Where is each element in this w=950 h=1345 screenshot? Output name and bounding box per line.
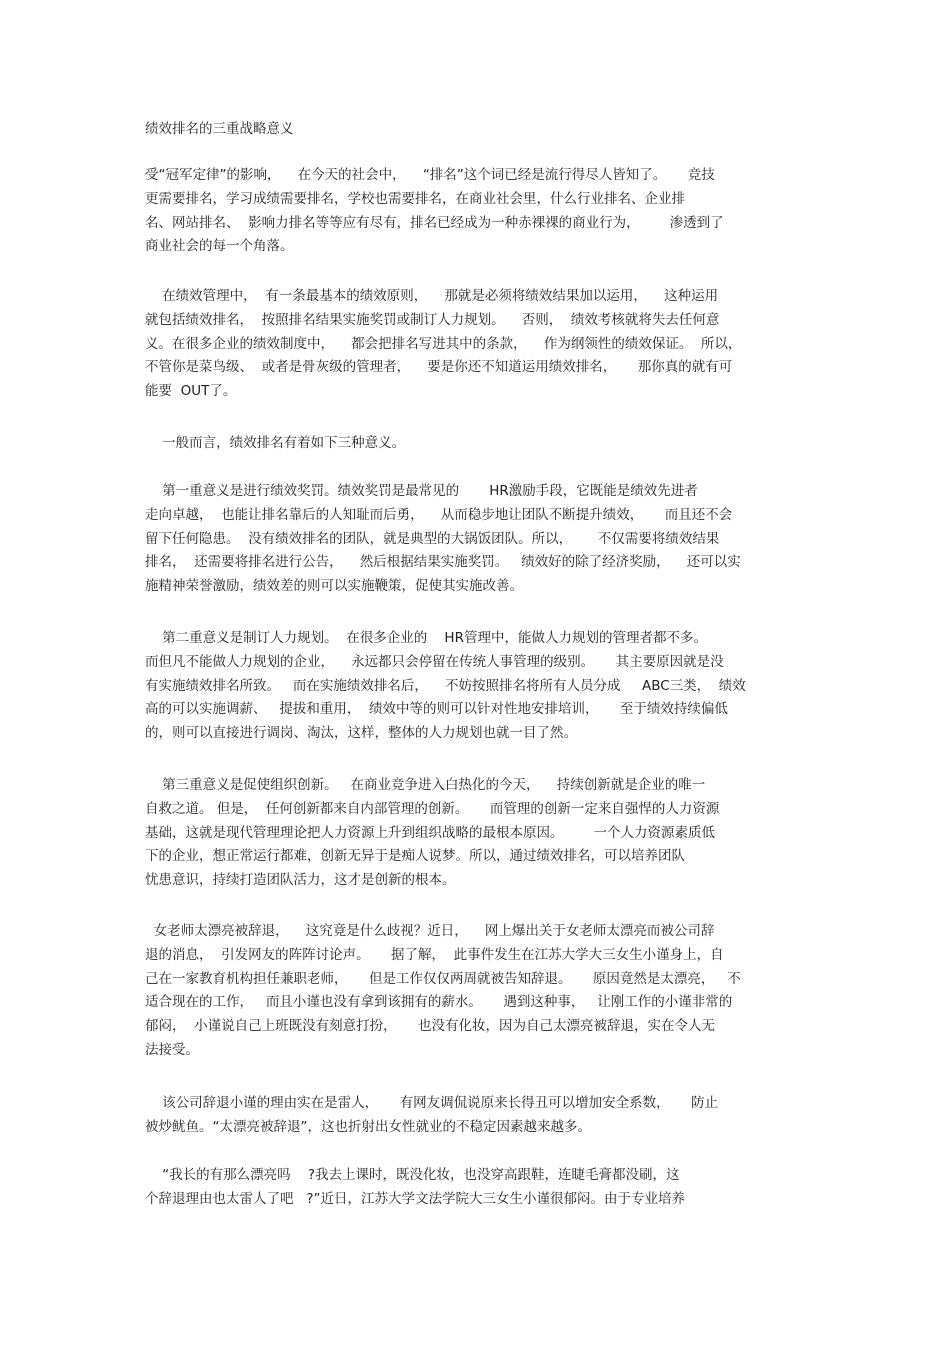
paragraph-line: 个辞退理由也太雷人了吧 ?”近日，江苏大学文法学院大三女生小谨很郁闷。由于专业培养 [145,1190,686,1207]
paragraph-line: 就包括绩效排名， 按照排名结果实施奖罚或制订人力规划。 否则， 绩效考核就将失去任何意 [145,311,720,328]
paragraph [145,164,815,259]
paragraph-line: 有实施绩效排名所致。 而在实施绩效排名后， 不妨按照排名将所有人员分成 ABC三类， 绩效 [145,677,746,694]
paragraph-line: 走向卓越， 也能让排名靠后的人知耻而后勇， 从而稳步地让团队不断提升绩效， 而且还不会 [145,506,733,523]
paragraph-line: 己在一家教育机构担任兼职老师， 但是工作仅仅两周就被告知辞退。 原因竟然是太漂亮， 不 [145,970,741,987]
paragraph-line: 义。在很多企业的绩效制度中， 都会把排名写进其中的条款， 作为纲领性的绩效保证。 所以， [145,335,742,352]
paragraph-line: 第二重意义是制订人力规划。 在很多企业的 HR管理中，能做人力规划的管理者都不多。 [145,630,707,646]
paragraph-line: 下的企业，想正常运行都难，创新无异于是痴人说梦。所以，通过绩效排名，可以培养团队 [145,848,685,865]
paragraph-line: 更需要排名，学习成绩需要排名，学校也需要排名，在商业社会里，什么行业排名、企业排 [145,190,685,207]
paragraph [145,774,815,893]
paragraph-line: 商业社会的每一个角落。 [145,238,294,255]
paragraph-line: 不管你是菜鸟级、 或者是骨灰级的管理者， 要是你还不知道运用绩效排名， 那你真的就有可 [145,359,733,376]
paragraph-line: 郁闷， 小谨说自己上班既没有刻意打扮， 也没有化妆，因为自己太漂亮被辞退，实在令人无 [145,1018,716,1035]
paragraph-line: 留下任何隐患。 没有绩效排名的团队，就是典型的大锅饭团队。所以， 不仅需要将绩效结果 [145,530,720,547]
paragraph-line: 法接受。 [145,1041,199,1058]
paragraph [145,920,815,1063]
paragraph [145,285,815,404]
document-title: 绩效排名的三重战略意义 [145,121,294,137]
paragraph-line: 而但凡不能做人力规划的企业， 永远都只会停留在传统人事管理的级别。 其主要原因就是没 [145,653,724,670]
paragraph-line: 第三重意义是促使组织创新。 在商业竞争进入白热化的今天， 持续创新就是企业的唯一 [145,777,706,793]
paragraph-line: 该公司辞退小谨的理由实在是雷人， 有网友调侃说原来长得丑可以增加安全系数， 防止 [145,1095,719,1111]
paragraph-line: 被炒鱿鱼。“太漂亮被辞退”，这也折射出女性就业的不稳定因素越来越多。 [145,1118,591,1135]
paragraph-line: 适合现在的工作， 而且小谨也没有拿到该拥有的薪水。 遇到这种事， 让刚工作的小谨非常的 [145,994,733,1011]
paragraph-line: 的，则可以直接进行调岗、淘汰，这样，整体的人力规划也就一目了然。 [145,725,577,742]
paragraph-line: 一般而言，绩效排名有着如下三种意义。 [145,435,406,451]
paragraph-line: “我长的有那么漂亮吗 ?我去上课时，既没化妆，也没穿高跟鞋，连睫毛膏都没刷，这 [145,1167,680,1183]
paragraph-line: 在绩效管理中， 有一条最基本的绩效原则， 那就是必须将绩效结果加以运用， 这种运用 [145,288,719,304]
paragraph [145,480,815,599]
paragraph [145,1164,815,1212]
paragraph-line: 名、网站排名、 影响力排名等等应有尽有，排名已经成为一种赤裸裸的商业行为， 渗透到了 [145,214,724,231]
paragraph-line: 高的可以实施调薪、 提拔和重用， 绩效中等的则可以针对性地安排培训， 至于绩效持续偏低 [145,701,728,718]
paragraph-line: 退的消息， 引发网友的阵阵讨论声。 据了解， 此事件发生在江苏大学大三女生小谨身上，自 [145,946,724,963]
paragraph-line: 受“冠军定律”的影响， 在今天的社会中， “排名”这个词已经是流行得尽人皆知了。 竞技 [145,167,715,183]
paragraph [145,627,815,746]
paragraph-line: 第一重意义是进行绩效奖罚。绩效奖罚是最常见的 HR激励手段，它既能是绩效先进者 [145,483,698,499]
paragraph-line: 施精神荣誉激励，绩效差的则可以实施鞭策，促使其实施改善。 [145,578,523,595]
paragraph-line: 基础，这就是现代管理理论把人力资源上升到组织战略的最根本原因。 一个人力资源素质低 [145,824,716,841]
paragraph-line: 排名， 还需要将排名进行公告， 然后根据结果实施奖罚。 绩效好的除了经济奖励， 还可以实 [145,554,741,571]
paragraph-line: 女老师太漂亮被辞退， 这究竟是什么歧视？近日， 网上爆出关于女老师太漂亮而被公司辞 [145,923,715,939]
paragraph-line: 忧患意识，持续打造团队活力，这才是创新的根本。 [145,872,456,889]
paragraph [145,1092,815,1140]
paragraph [145,432,815,456]
paragraph-line: 能要 OUT了。 [145,383,237,400]
paragraph-line: 自救之道。 但是， 任何创新都来自内部管理的创新。 而管理的创新一定来自强悍的人力资源 [145,800,720,817]
